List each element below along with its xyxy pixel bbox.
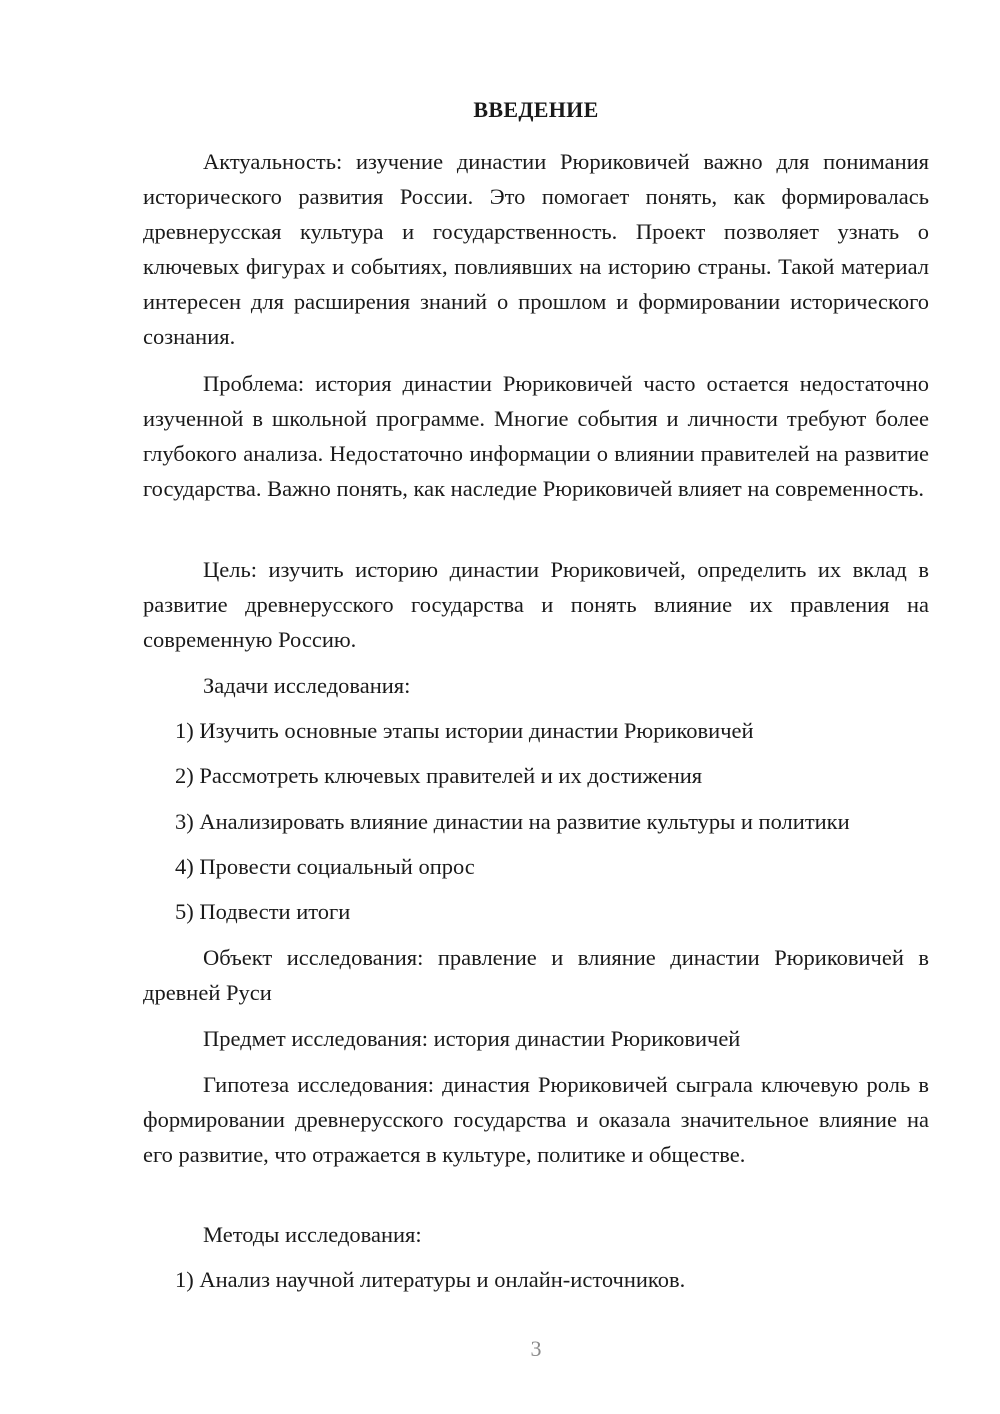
page-number: 3 xyxy=(530,1336,542,1361)
paragraph-hypothesis: Гипотеза исследования: династия Рюриковичей сыграла ключевую роль в формировании древнерусского государства и оказала значительное влияние на его развитие, что отражается в культуре, политике и обществе. xyxy=(143,1072,929,1167)
paragraph-subject: Предмет исследования: история династии Рюриковичей xyxy=(203,1026,741,1051)
task-item-4: 4) Провести социальный опрос xyxy=(175,854,475,879)
method-item-1: 1) Анализ научной литературы и онлайн-источников. xyxy=(175,1267,686,1292)
paragraph-object: Объект исследования: правление и влияние династии Рюриковичей в древней Руси xyxy=(143,945,929,1005)
paragraph-goal: Цель: изучить историю династии Рюриковичей, определить их вклад в развитие древнерусского государства и понять влияние их правления на современную Россию. xyxy=(143,557,929,652)
task-item-5: 5) Подвести итоги xyxy=(175,899,351,924)
task-item-3: 3) Анализировать влияние династии на развитие культуры и политики xyxy=(175,809,850,834)
task-item-2: 2) Рассмотреть ключевых правителей и их достижения xyxy=(175,763,703,788)
task-item-1: 1) Изучить основные этапы истории династии Рюриковичей xyxy=(175,718,754,743)
section-title: ВВЕДЕНИЕ xyxy=(473,97,599,122)
paragraph-problem: Проблема: история династии Рюриковичей часто остается недостаточно изученной в школьной программе. Многие события и личности требуют более глубокого анализа. Недостаточно информации о влиянии правителей на развитие государства. Важно понять, как наследие Рюриковичей влияет на современность. xyxy=(143,371,929,501)
tasks-heading: Задачи исследования: xyxy=(203,673,411,698)
paragraph-relevance: Актуальность: изучение династии Рюриковичей важно для понимания исторического развития России. Это помогает понять, как формировалась древнерусская культура и государственность. Проект позволяет узнать о ключевых фигурах и событиях, повлиявших на историю страны. Такой материал интересен для расширения знаний о прошлом и формировании исторического сознания. xyxy=(143,149,929,349)
methods-heading: Методы исследования: xyxy=(203,1222,422,1247)
